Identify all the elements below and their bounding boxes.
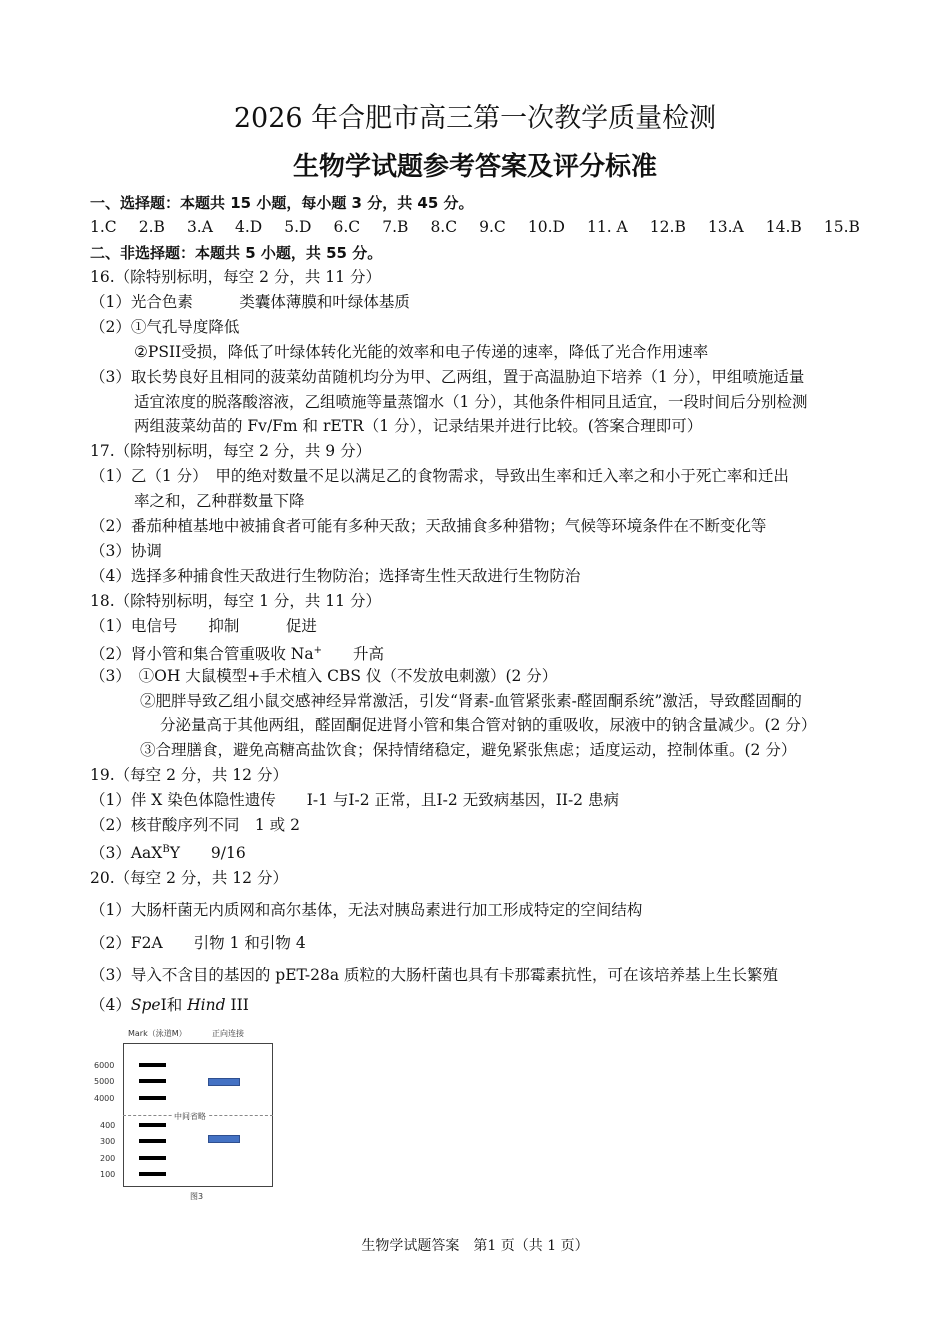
q16-heading: 16.（除特别标明，每空 2 分，共 11 分） — [90, 268, 381, 286]
mc-answer: 12.B — [649, 218, 686, 236]
mc-answer: 10.D — [527, 218, 565, 236]
sample-band-300 — [208, 1135, 240, 1143]
ladder-label: 300 — [100, 1137, 116, 1146]
q16-answer-2b: ②PSII受损，降低了叶绿体转化光能的效率和电子传递的速率，降低了光合作用速率 — [134, 343, 709, 361]
q18-answer-3: （3） ①OH 大鼠模型+手术植入 CBS 仪（不发放电刺激）(2 分） — [90, 667, 558, 685]
mc-answer: 6.C — [333, 218, 361, 236]
ladder-band — [139, 1123, 166, 1127]
figure-caption: 图3 — [190, 1192, 204, 1201]
superscript: + — [313, 645, 322, 656]
mc-answer: 7.B — [382, 218, 409, 236]
enzyme-name: Hind — [187, 996, 226, 1014]
q18-heading: 18.（除特别标明，每空 1 分，共 11 分） — [90, 592, 381, 610]
page-subtitle: 生物学试题参考答案及评分标准 — [292, 152, 657, 182]
ladder-label: 6000 — [94, 1061, 115, 1070]
lane-label-marker: Mark（泳道M） — [128, 1029, 187, 1038]
page-title: 2026 年合肥市高三第一次教学质量检测 — [233, 103, 717, 134]
superscript: B — [162, 844, 170, 855]
ladder-label: 400 — [100, 1121, 116, 1130]
section1-heading: 一、选择题：本题共 15 小题，每小题 3 分，共 45 分。 — [90, 194, 474, 212]
ladder-band — [139, 1156, 166, 1160]
q20-answer-2: （2）F2A 引物 1 和引物 4 — [90, 934, 306, 952]
mc-answer: 13.A — [707, 218, 744, 236]
q20-answer-4 — [90, 994, 249, 1016]
mc-answer: 14.B — [765, 218, 802, 236]
page-footer: 生物学试题答案 第1 页（共 1 页） — [361, 1238, 589, 1254]
ladder-band — [139, 1139, 166, 1143]
q19-answer-3-tail: Y 9/16 — [169, 844, 246, 863]
q16-answer-1: （1）光合色素 类囊体薄膜和叶绿体基质 — [90, 293, 410, 311]
mc-answer: 2.B — [138, 218, 165, 236]
q19-heading: 19.（每空 2 分，共 12 分） — [90, 766, 288, 784]
q18-answer-2 — [90, 640, 384, 665]
q20-answer-3: （3）导入不含目的基因的 pET-28a 质粒的大肠杆菌也具有卡那霉素抗性，可在该培养基上生长繁殖 — [90, 966, 778, 984]
ladder-band — [139, 1079, 166, 1083]
mc-answer: 5.D — [284, 218, 312, 236]
q17-answer-1b: 率之和，乙种群数量下降 — [134, 492, 305, 510]
q20-heading: 20.（每空 2 分，共 12 分） — [90, 869, 288, 887]
q20-answer-1: （1）大肠杆菌无内质网和高尔基体，无法对胰岛素进行加工形成特定的空间结构 — [90, 901, 643, 919]
mc-answer: 9.C — [479, 218, 506, 236]
q19-answer-3-text: （3）AaX — [90, 844, 163, 863]
mc-answer: 8.C — [430, 218, 458, 236]
q18-answer-3b: ②肥胖导致乙组小鼠交感神经异常激活，引发“肾素-血管紧张素-醛固酮系统”激活，导致醛固酮的 — [140, 692, 802, 710]
ladder-label: 100 — [100, 1170, 116, 1179]
q20-answer-4-text: （4） — [90, 996, 131, 1014]
q20-answer-4-mid: I和 — [160, 996, 188, 1014]
q19-answer-1: （1）伴 X 染色体隐性遗传 I-1 与I-2 正常，且I-2 无致病基因，II-2 患病 — [90, 791, 619, 809]
q16-answer-3c: 两组菠菜幼苗的 Fv/Fm 和 rETR（1 分），记录结果并进行比较。(答案合理即可） — [134, 417, 703, 435]
mc-answer: 3.A — [186, 218, 213, 236]
q18-answer-3c: 分泌量高于其他两组，醛固酮促进肾小管和集合管对钠的重吸收，尿液中的钠含量减少。(2 分） — [160, 716, 817, 734]
q18-answer-1: （1）电信号 抑制 促进 — [90, 617, 317, 635]
mc-answer: 11. A — [586, 218, 628, 236]
mc-answer: 4.D — [234, 218, 263, 236]
ladder-label: 5000 — [94, 1077, 115, 1086]
sample-band-5000 — [208, 1078, 240, 1086]
q18-answer-3d: ③合理膳食，避免高糖高盐饮食；保持情绪稳定，避免紧张焦虑；适度运动，控制体重。(2 分） — [140, 741, 797, 759]
mc-answer: 1.C — [90, 218, 117, 236]
q19-answer-3 — [90, 839, 246, 864]
ladder-label: 4000 — [94, 1094, 115, 1103]
q19-answer-2: （2）核苷酸序列不同 1 或 2 — [90, 816, 300, 834]
ladder-band — [139, 1063, 166, 1067]
q17-answer-1: （1）乙（1 分） 甲的绝对数量不足以满足乙的食物需求，导致出生率和迁入率之和小于死亡率和迁出 — [90, 467, 789, 485]
lane-label-forward: 正向连接 — [212, 1029, 244, 1038]
q18-answer-2-text: （2）肾小管和集合管重吸收 Na — [90, 645, 314, 664]
ladder-band — [139, 1096, 166, 1100]
q17-answer-2: （2）番茄种植基地中被捕食者可能有多种天敌；天敌捕食多种猎物；气候等环境条件在不断变化等 — [90, 517, 767, 535]
q16-answer-2: （2）①气孔导度降低 — [90, 318, 240, 336]
section2-heading: 二、非选择题：本题共 5 小题，共 55 分。 — [90, 244, 383, 262]
q18-answer-2-tail: 升高 — [321, 645, 384, 664]
q20-answer-4-tail: III — [225, 996, 249, 1014]
ladder-label: 200 — [100, 1154, 116, 1163]
mc-answer: 15.B — [823, 218, 860, 236]
enzyme-name: Spe — [130, 996, 161, 1014]
q17-heading: 17.（除特别标明，每空 2 分，共 9 分） — [90, 442, 372, 460]
mc-answer-row — [90, 218, 860, 236]
q17-answer-4: （4）选择多种捕食性天敌进行生物防治；选择寄生性天敌进行生物防治 — [90, 567, 581, 585]
q16-answer-3: （3）取长势良好且相同的菠菜幼苗随机均分为甲、乙两组，置于高温胁迫下培养（1 分），甲组喷施适量 — [90, 368, 805, 386]
q17-answer-3: （3）协调 — [90, 542, 162, 560]
ladder-band — [139, 1172, 166, 1176]
gel-omitted-label: 中间省略 — [174, 1112, 206, 1121]
q16-answer-3b: 适宜浓度的脱落酸溶液，乙组喷施等量蒸馏水（1 分），其他条件相同且适宜，一段时间后分别检测 — [134, 393, 808, 411]
